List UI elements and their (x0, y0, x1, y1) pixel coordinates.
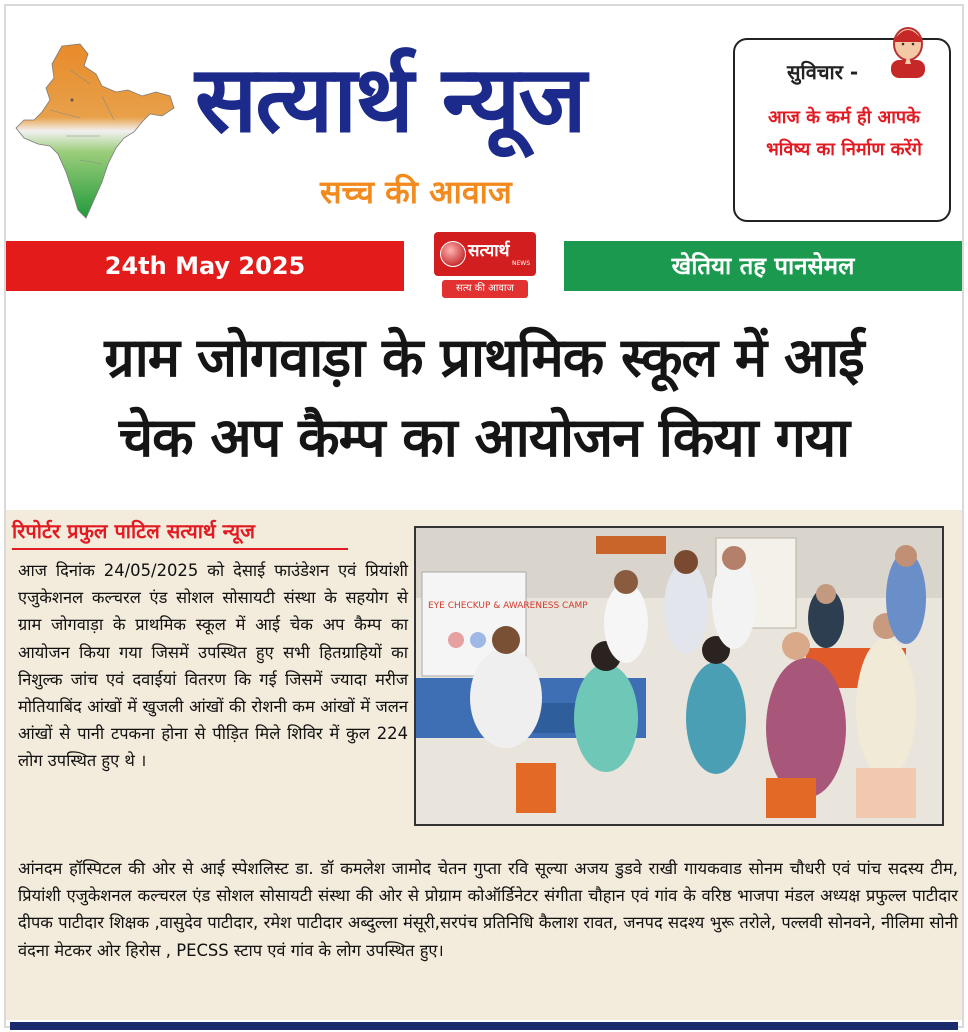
eye-camp-photo (414, 526, 944, 826)
headline (10, 318, 958, 478)
article-paragraph-bottom: आंनदम हॉस्पिटल की ओर से आई स्पेशलिस्ट डा. डॉ कमलेश जामोद चेतन गुप्ता रवि सूल्या अजय डुडवे राखी गायकवाड सोनम चौधरी एवं पांच सदस्य टीम, प्रियांशी एजुकेशनल कल्चरल एंड सोशल सोसायटी संस्था की ओर से प्रोग्राम कोऑर्डिनेटर संगीता चौहान एवं गांव के वरिष्ठ भाजपा मंडल अध्यक्ष प्रफुल्ल पाटीदार दीपक पाटीदार शिक्षक ,वासुदेव पाटीदार, रमेश पाटीदार अब्दुल्ला मंसूरी,सरपंच प्रतिनिधि कैलाश रावत, जनपद सदश्य भुरू तरोले, पल्लवी सोनवने, नीलिमा सोनी वंदना मेटकर ओर हिरोस , PECSS स्टाप एवं गांव के लोग उपस्थित हुए। (18, 859, 958, 960)
article-paragraph-top: आज दिनांक 24/05/2025 को देसाई फाउंडेशन एवं प्रियांशी एजुकेशनल कल्चरल एंड सोशल सोसायटी संस्था के सहयोग से ग्राम जोगवाड़ा के प्राथमिक स्कूल में आई चेक अप कैम्प का आयोजन किया गया जिसमें उपस्थित हुए सभी हितग्राहियों का निशुल्क जांच एवं दवाईयां वितरण कि गई जिसमें ज्यादा मरीज मोतियाबिंद आंखों में खुजली आंखों की रोशनी कम आंखों में जलन आंखों से पानी टपकना होना से पीड़ित मिले शिविर में कुल 224 लोग उपस्थित हुए थे । (18, 561, 408, 771)
headline-line-1: ग्राम जोगवाड़ा के प्राथमिक स्कूल में आई (104, 326, 864, 389)
logo-news-label: NEWS (512, 260, 531, 267)
headline-line-2: चेक अप कैम्प का आयोजन किया गया (118, 406, 850, 469)
date-bar: 24th May 2025 (6, 241, 404, 291)
thought-heading: सुविचार - (787, 60, 859, 84)
masthead-title: सत्यार्थ न्यूज (195, 46, 585, 153)
logo-name: सत्यार्थ (468, 241, 510, 261)
thought-of-day-box (733, 38, 951, 222)
logo-badge (434, 232, 536, 276)
satyarth-logo (434, 232, 536, 300)
logo-tagline: सत्य की आवाज (442, 280, 528, 298)
masthead-tagline: सच्च की आवाज (320, 173, 512, 211)
page-bottom-strip (10, 1022, 958, 1030)
location-bar: खेतिया तह पानसेमल (564, 241, 962, 291)
reporter-byline: रिपोर्टर प्रफुल पाटिल सत्यार्थ न्यूज (12, 516, 348, 550)
thought-text: आज के कर्म ही आपके भविष्य का निर्माण करेंगे (766, 107, 922, 160)
india-map-icon (10, 40, 180, 225)
monk-avatar-icon (883, 20, 933, 82)
camp-banner-text: EYE CHECKUP & AWARENESS CAMP (428, 601, 588, 611)
globe-icon (440, 241, 466, 267)
